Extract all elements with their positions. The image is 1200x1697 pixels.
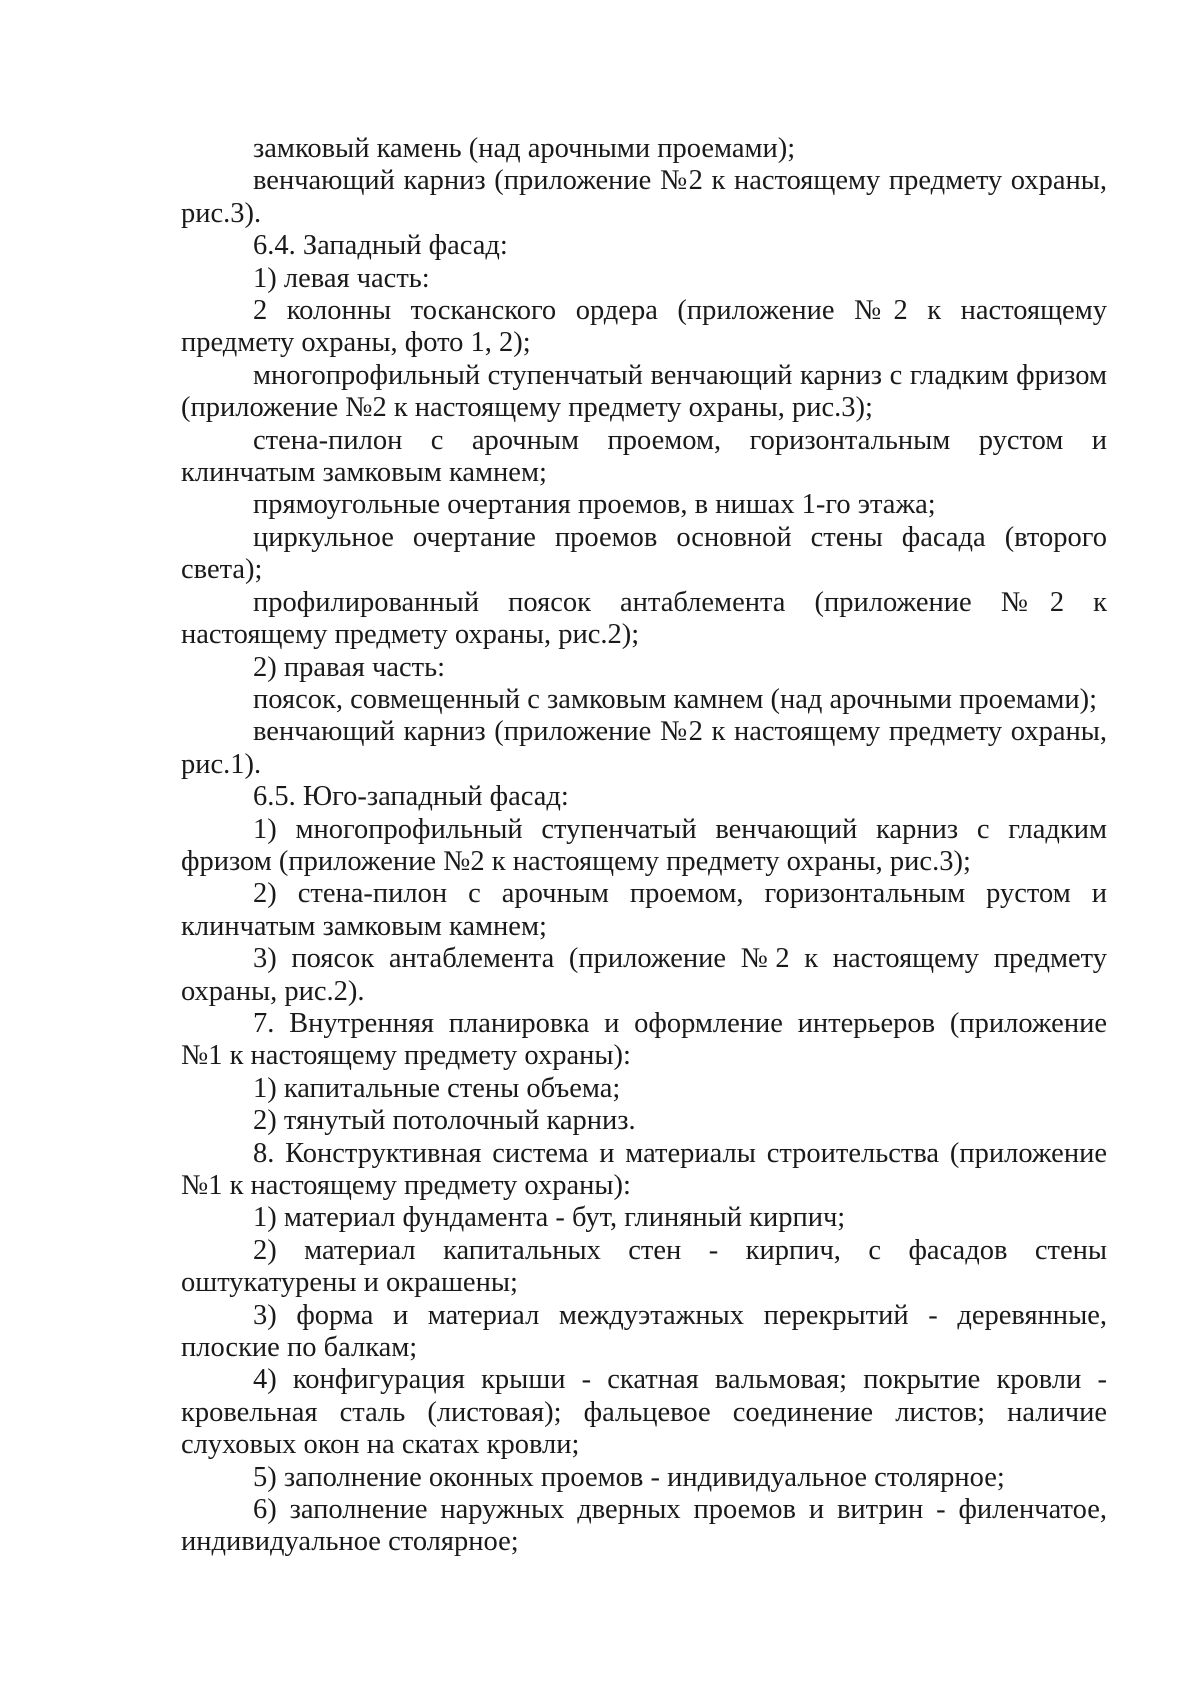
paragraph: 2) стена-пилон с арочным проемом, горизонтальным рустом и клинчатым замковым камнем; xyxy=(181,878,1107,942)
paragraph: 1) левая часть: xyxy=(253,262,430,294)
paragraph: 3) поясок антаблемента (приложение №2 к настоящему предмету охраны, рис.2). xyxy=(181,943,1107,1007)
paragraph: 2) правая часть: xyxy=(253,651,445,683)
paragraph: венчающий карниз (приложение №2 к настоящему предмету охраны, рис.3). xyxy=(181,165,1107,229)
paragraph: венчающий карниз (приложение №2 к настоящему предмету охраны, рис.1). xyxy=(181,716,1107,780)
paragraph: 8. Конструктивная система и материалы строительства (приложение №1 к настоящему предмету охраны): xyxy=(181,1137,1107,1201)
paragraph: замковый камень (над арочными проемами); xyxy=(253,133,796,164)
paragraph: 6.4. Западный фасад: xyxy=(253,230,508,262)
paragraph: профилированный поясок антаблемента (приложение №2 к настоящему предмету охраны, рис.2); xyxy=(181,586,1107,651)
paragraph: стена-пилон с арочным проемом, горизонтальным рустом и клинчатым замковым камнем; xyxy=(181,424,1107,489)
paragraph: 5) заполнение оконных проемов - индивидуальное столярное; xyxy=(253,1461,1005,1493)
paragraph: циркульное очертание проемов основной стены фасада (второго света); xyxy=(181,521,1107,586)
paragraph: прямоугольные очертания проемов, в нишах 1-го этажа; xyxy=(253,489,936,521)
paragraph: 2 колонны тосканского ордера (приложение №2 к настоящему предмету охраны, фото 1, 2); xyxy=(181,295,1107,359)
paragraph: многопрофильный ступенчатый венчающий карниз с гладким фризом (приложение №2 к настоящему предмету охраны, рис.3); xyxy=(181,359,1107,424)
paragraph: 2) тянутый потолочный карниз. xyxy=(253,1105,636,1137)
paragraph: 6) заполнение наружных дверных проемов и витрин - филенчатое, индивидуальное столярное; xyxy=(181,1494,1107,1558)
paragraph: 7. Внутренняя планировка и оформление интерьеров (приложение №1 к настоящему предмету охраны): xyxy=(181,1007,1107,1072)
paragraph: поясок, совмещенный с замковым камнем (над арочными проемами); xyxy=(253,683,1098,715)
paragraph: 6.5. Юго-западный фасад: xyxy=(253,781,569,813)
paragraph: 4) конфигурация крыши - скатная вальмовая; покрытие кровли - кровельная сталь (листовая); фальцевое соединение листов; наличие слуховых окон на скатах кровли; xyxy=(181,1364,1107,1461)
document-page xyxy=(181,133,1107,1559)
paragraph: 1) многопрофильный ступенчатый венчающий карниз с гладким фризом (приложение №2 к настоящему предмету охраны, рис.3); xyxy=(181,813,1107,877)
paragraph: 1) капитальные стены объема; xyxy=(253,1072,621,1104)
paragraph: 2) материал капитальных стен - кирпич, с фасадов стены оштукатурены и окрашены; xyxy=(181,1234,1107,1299)
paragraph: 1) материал фундамента - бут, глиняный кирпич; xyxy=(253,1202,846,1234)
paragraph: 3) форма и материал междуэтажных перекрытий - деревянные, плоские по балкам; xyxy=(181,1299,1107,1364)
